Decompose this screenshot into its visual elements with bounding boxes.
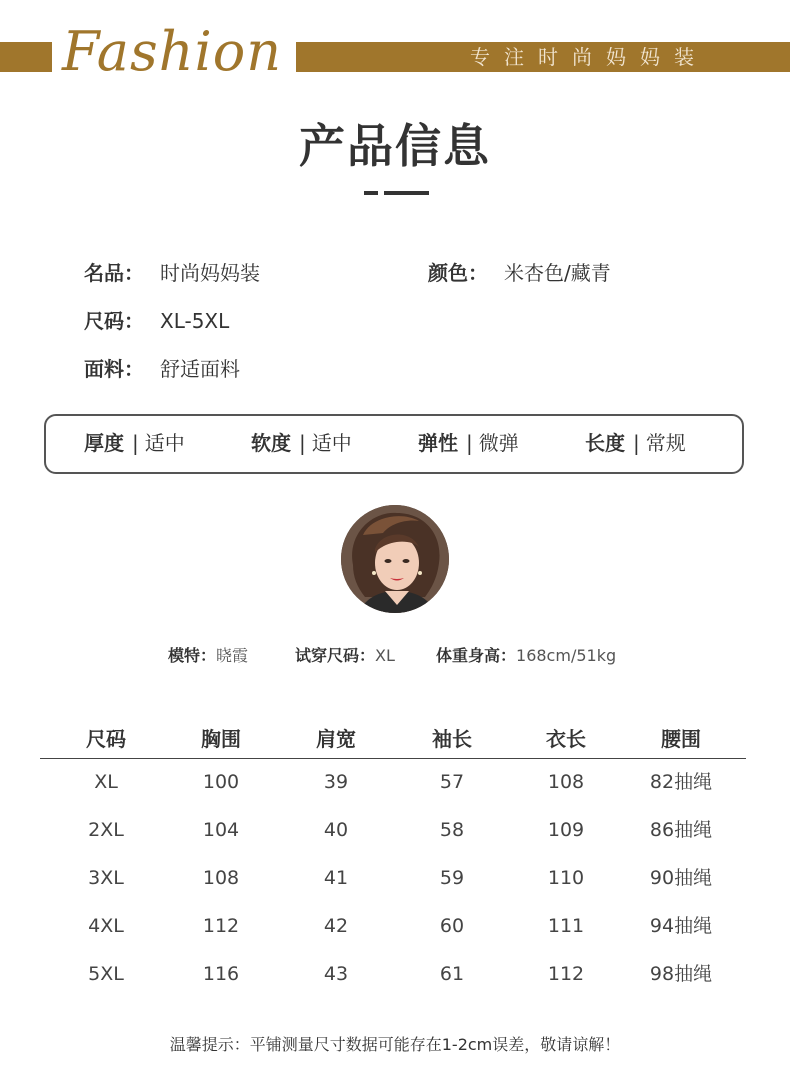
model-body-value: 168cm/51kg — [516, 646, 617, 665]
model-size-value: XL — [375, 646, 395, 665]
attr-value: 适中 — [144, 431, 185, 455]
table-cell: 104 — [202, 819, 240, 841]
attr-value: 常规 — [645, 431, 686, 455]
table-header: 尺码 — [86, 727, 126, 751]
table-header: 腰围 — [661, 727, 701, 751]
info-fabric-value: 舒适面料 — [160, 357, 240, 381]
table-cell: 82抽绳 — [649, 771, 713, 793]
title-divider-long — [384, 191, 429, 195]
header-band-left — [0, 42, 52, 72]
model-size — [295, 645, 395, 667]
table-cell: 5XL — [88, 963, 124, 985]
table-cell: 94抽绳 — [649, 915, 713, 937]
attr-thickness: 厚度 | 适中 — [84, 431, 185, 455]
attr-label: 软度 — [251, 431, 291, 455]
table-cell: 2XL — [88, 819, 124, 841]
measurement-note: 温馨提示：平铺测量尺寸数据可能存在1-2cm误差，敬请谅解！ — [169, 1035, 621, 1054]
attr-elasticity: 弹性 | 微弹 — [418, 431, 519, 455]
info-size-label: 尺码： — [84, 309, 144, 333]
info-fabric — [84, 356, 240, 382]
model-size-label: 试穿尺码： — [295, 646, 376, 665]
attr-value: 微弹 — [478, 431, 519, 455]
table-cell: 116 — [202, 963, 240, 985]
table-cell: 100 — [202, 771, 240, 793]
attr-softness: 软度 | 适中 — [251, 431, 352, 455]
attr-label: 长度 — [585, 431, 625, 455]
info-name-label: 名品： — [84, 261, 144, 285]
attr-label: 弹性 — [418, 431, 458, 455]
model-portrait-illustration — [341, 505, 449, 613]
table-header: 胸围 — [201, 727, 241, 751]
info-name — [84, 260, 260, 286]
info-name-value: 时尚妈妈装 — [160, 261, 260, 285]
table-cell: 4XL — [88, 915, 124, 937]
model-name — [168, 645, 248, 667]
table-cell: XL — [94, 771, 118, 793]
table-cell: 60 — [439, 915, 465, 937]
title-divider-short — [364, 191, 378, 195]
table-cell: 111 — [547, 915, 585, 937]
table-cell: 61 — [439, 963, 465, 985]
table-cell: 98抽绳 — [649, 963, 713, 985]
table-cell: 109 — [547, 819, 585, 841]
info-color — [428, 260, 611, 286]
table-cell: 3XL — [88, 867, 124, 889]
table-header-rule — [40, 758, 746, 759]
table-cell: 112 — [547, 963, 585, 985]
header-slogan: 专注时尚妈妈装 — [470, 45, 708, 69]
info-color-value: 米杏色/藏青 — [504, 261, 611, 285]
table-cell: 42 — [323, 915, 349, 937]
table-header: 袖长 — [432, 727, 472, 751]
table-cell: 39 — [323, 771, 349, 793]
table-cell: 43 — [323, 963, 349, 985]
table-cell: 90抽绳 — [649, 867, 713, 889]
info-size — [84, 308, 229, 334]
table-cell: 41 — [323, 867, 349, 889]
brand-logo: Fashion — [62, 20, 283, 83]
info-fabric-label: 面料： — [84, 357, 144, 381]
table-header: 肩宽 — [316, 727, 356, 751]
table-cell: 57 — [439, 771, 465, 793]
model-body — [436, 645, 616, 667]
attr-length: 长度 | 常规 — [585, 431, 686, 455]
table-cell: 110 — [547, 867, 585, 889]
table-cell: 108 — [202, 867, 240, 889]
table-cell: 58 — [439, 819, 465, 841]
table-cell: 108 — [547, 771, 585, 793]
table-cell: 40 — [323, 819, 349, 841]
model-avatar — [341, 505, 449, 613]
model-name-value: 晓霞 — [216, 646, 249, 665]
model-body-label: 体重身高： — [436, 646, 517, 665]
table-header: 衣长 — [546, 727, 586, 751]
attr-value: 适中 — [311, 431, 352, 455]
page-title: 产品信息 — [299, 119, 491, 173]
info-color-label: 颜色： — [428, 261, 488, 285]
info-size-value: XL-5XL — [160, 309, 230, 333]
table-cell: 59 — [439, 867, 465, 889]
table-cell: 86抽绳 — [649, 819, 713, 841]
table-cell: 112 — [202, 915, 240, 937]
model-name-label: 模特： — [168, 646, 217, 665]
attr-label: 厚度 — [84, 431, 124, 455]
